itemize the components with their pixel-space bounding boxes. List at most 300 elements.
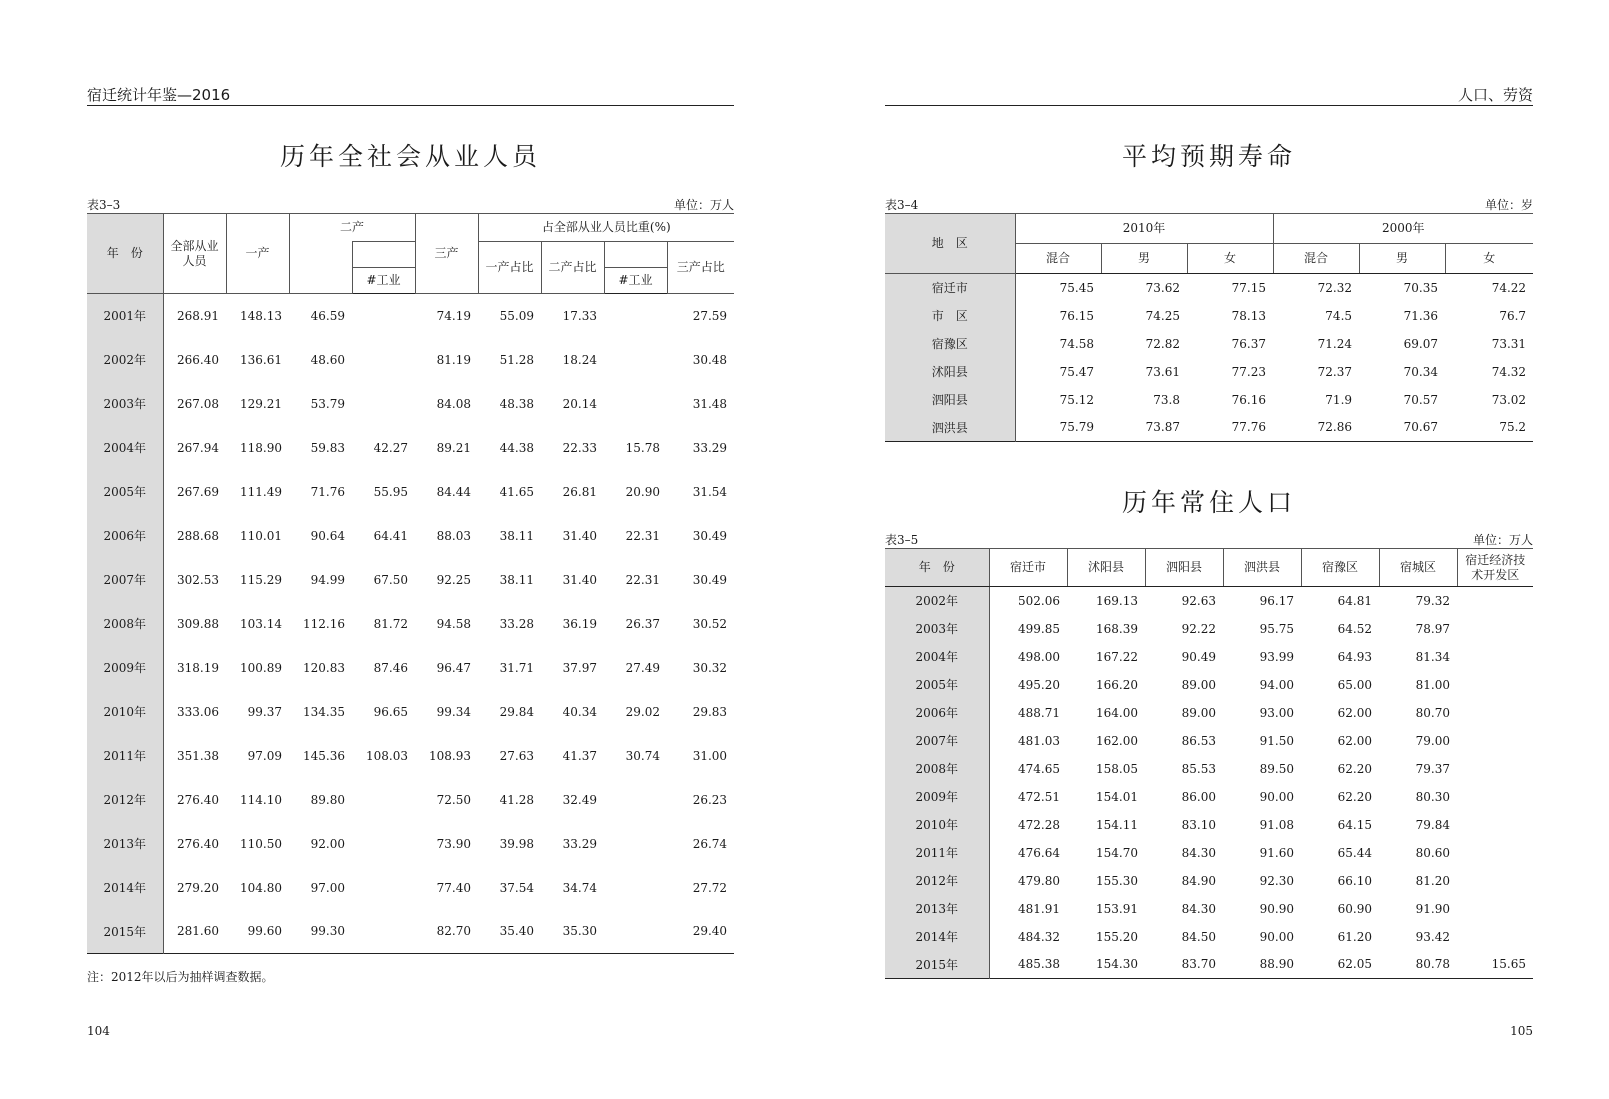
table-cell [604, 822, 667, 866]
table-cell: 84.08 [436, 396, 472, 411]
table-cell: 79.32 [1415, 593, 1450, 608]
table-cell: 75.47 [1059, 364, 1094, 379]
row-label: 2004年 [885, 643, 989, 671]
header-sub: 混合 [1273, 244, 1359, 274]
table-cell: 74.32 [1491, 364, 1527, 379]
table-cell: 90.00 [1259, 789, 1294, 804]
table-cell: 110.50 [240, 836, 282, 851]
table-cell: 79.00 [1415, 733, 1450, 748]
row-label: 2002年 [885, 587, 989, 615]
header-col: 宿迁市 [989, 549, 1067, 587]
table-cell [1457, 699, 1533, 727]
table-cell [1457, 671, 1533, 699]
table-cell: 79.37 [1415, 761, 1450, 776]
table-cell: 73.87 [1145, 420, 1180, 435]
table-cell: 65.00 [1337, 677, 1372, 692]
table-row [87, 778, 734, 822]
employment-table-meta [87, 196, 734, 212]
table-cell: 69.07 [1403, 336, 1439, 351]
table-cell: 80.30 [1415, 789, 1450, 804]
table-cell: 31.00 [692, 748, 728, 763]
table-row [87, 734, 734, 778]
population-table-title: 历年常住人口 [1121, 488, 1296, 517]
table-cell: 472.28 [1018, 817, 1060, 832]
table-cell: 136.61 [240, 352, 282, 367]
table-cell: 90.64 [310, 528, 345, 543]
header-industry: #工业 [352, 268, 415, 294]
table-cell: 70.35 [1403, 280, 1439, 295]
table-row [885, 699, 1533, 727]
row-label: 市 区 [885, 302, 1015, 330]
table-cell: 82.70 [436, 924, 472, 939]
table-cell: 30.49 [692, 528, 728, 543]
table-row [87, 514, 734, 558]
table-cell: 48.38 [499, 396, 535, 411]
table-cell: 30.52 [692, 616, 728, 631]
table-cell: 99.30 [310, 924, 345, 939]
row-label: 2012年 [87, 778, 163, 822]
table-cell: 92.63 [1181, 593, 1216, 608]
row-label: 宿豫区 [885, 330, 1015, 358]
table-cell [352, 910, 415, 954]
table-cell: 288.68 [177, 528, 219, 543]
table-cell [604, 338, 667, 382]
table-cell: 77.76 [1231, 420, 1267, 435]
table-cell: 86.00 [1181, 789, 1216, 804]
table-cell [352, 294, 415, 338]
table-row [885, 811, 1533, 839]
row-label: 2005年 [885, 671, 989, 699]
header-year-2010: 2010年 [1015, 214, 1273, 244]
table-cell: 62.00 [1337, 705, 1372, 720]
table-cell: 30.48 [692, 352, 728, 367]
table-cell: 166.20 [1096, 677, 1138, 692]
table-cell: 41.37 [562, 748, 598, 763]
table-row [87, 558, 734, 602]
table-cell: 279.20 [177, 880, 219, 895]
table-row [885, 358, 1533, 386]
table-cell: 154.30 [1096, 957, 1138, 972]
table-cell: 74.22 [1491, 280, 1527, 295]
row-label: 2008年 [87, 602, 163, 646]
table-cell: 71.36 [1403, 308, 1439, 323]
table-cell: 86.53 [1181, 733, 1216, 748]
table-cell: 110.01 [240, 528, 282, 543]
table-cell: 499.85 [1018, 621, 1060, 636]
table-cell: 35.40 [499, 924, 535, 939]
table-cell: 476.64 [1018, 845, 1060, 860]
header-secondary-share: 二产占比 [541, 242, 604, 294]
table-cell: 112.16 [303, 616, 345, 631]
table-cell [352, 338, 415, 382]
table-cell: 80.78 [1415, 957, 1450, 972]
table-row [87, 294, 734, 338]
header-col: 宿豫区 [1301, 549, 1379, 587]
table-cell: 33.29 [692, 440, 728, 455]
table-cell: 333.06 [177, 704, 219, 719]
table-cell: 92.25 [436, 572, 472, 587]
table-cell: 33.28 [499, 616, 535, 631]
table-cell: 481.03 [1018, 733, 1060, 748]
table-cell: 59.83 [310, 440, 345, 455]
table-cell: 92.00 [310, 836, 345, 851]
table-cell: 77.15 [1231, 280, 1267, 295]
table-cell: 74.58 [1059, 336, 1094, 351]
row-label: 2012年 [885, 867, 989, 895]
table-cell: 64.15 [1337, 817, 1372, 832]
table-cell: 99.34 [436, 704, 472, 719]
table-cell: 94.99 [310, 572, 345, 587]
table-cell: 97.09 [247, 748, 282, 763]
table-cell: 99.37 [247, 704, 282, 719]
table-cell: 162.00 [1096, 733, 1138, 748]
table-cell: 20.90 [625, 484, 661, 499]
life-table-number: 表3–4 [885, 198, 919, 212]
table-row [885, 414, 1533, 442]
table-cell: 73.90 [436, 836, 472, 851]
table-row [885, 330, 1533, 358]
table-cell: 73.62 [1145, 280, 1180, 295]
table-cell: 74.5 [1325, 308, 1353, 323]
table-cell [1457, 727, 1533, 755]
row-label: 2003年 [87, 382, 163, 426]
table-cell: 74.25 [1145, 308, 1180, 323]
table-cell [604, 382, 667, 426]
table-cell: 88.03 [436, 528, 472, 543]
table-cell: 474.65 [1018, 761, 1060, 776]
table-cell: 22.31 [625, 572, 661, 587]
running-head-left: 宿迁统计年鉴—2016 [87, 84, 734, 106]
table-cell: 155.30 [1096, 873, 1138, 888]
table-cell: 281.60 [177, 924, 219, 939]
table-cell [1457, 587, 1533, 615]
table-cell: 71.24 [1317, 336, 1353, 351]
table-cell: 75.45 [1059, 280, 1094, 295]
header-industry-share-top [604, 242, 667, 268]
table-cell: 91.60 [1259, 845, 1294, 860]
table-cell: 153.91 [1096, 901, 1138, 916]
table-cell: 145.36 [303, 748, 345, 763]
table-cell: 154.70 [1096, 845, 1138, 860]
table-cell: 81.34 [1415, 649, 1450, 664]
header-tertiary-share: 三产占比 [667, 242, 734, 294]
population-table-number: 表3–5 [885, 533, 919, 547]
employment-table-unit: 单位：万人 [673, 198, 734, 212]
header-col: 宿迁经济技术开发区 [1457, 549, 1533, 587]
table-cell: 96.17 [1259, 593, 1294, 608]
row-label: 2002年 [87, 338, 163, 382]
left-page [0, 0, 800, 1099]
table-cell: 167.22 [1096, 649, 1138, 664]
table-cell: 96.65 [373, 704, 409, 719]
table-cell: 89.50 [1259, 761, 1294, 776]
table-row [885, 755, 1533, 783]
table-cell: 309.88 [177, 616, 219, 631]
table-cell: 81.72 [373, 616, 409, 631]
table-cell: 26.37 [625, 616, 661, 631]
table-cell: 488.71 [1018, 705, 1060, 720]
header-share-group: 占全部从业人员比重(%) [478, 214, 734, 242]
table-cell [1457, 783, 1533, 811]
table-cell: 104.80 [240, 880, 282, 895]
row-label: 2001年 [87, 294, 163, 338]
table-cell: 100.89 [240, 660, 282, 675]
row-label: 2013年 [885, 895, 989, 923]
table-cell: 93.00 [1259, 705, 1294, 720]
table-cell: 92.30 [1259, 873, 1294, 888]
table-cell: 27.63 [499, 748, 535, 763]
table-cell: 17.33 [562, 308, 598, 323]
table-cell [604, 910, 667, 954]
table-cell: 76.37 [1231, 336, 1267, 351]
table-cell: 30.32 [692, 660, 728, 675]
header-industry-top [352, 242, 415, 268]
table-cell: 30.74 [625, 748, 661, 763]
table-cell: 351.38 [177, 748, 219, 763]
table-cell: 62.00 [1337, 733, 1372, 748]
table-cell: 129.21 [240, 396, 282, 411]
table-cell: 75.79 [1059, 420, 1094, 435]
table-cell: 31.48 [692, 396, 728, 411]
table-cell: 72.32 [1317, 280, 1353, 295]
table-cell: 15.65 [1491, 957, 1526, 972]
table-cell: 76.16 [1231, 392, 1267, 407]
table-cell [1457, 755, 1533, 783]
table-cell: 41.28 [499, 792, 535, 807]
row-label: 2013年 [87, 822, 163, 866]
row-label: 泗阳县 [885, 386, 1015, 414]
page-number-right: 105 [1510, 1024, 1533, 1038]
row-label: 2015年 [885, 951, 989, 979]
table-row [885, 302, 1533, 330]
life-table-title: 平均预期寿命 [1121, 142, 1296, 171]
row-label: 泗洪县 [885, 414, 1015, 442]
row-label: 2007年 [885, 727, 989, 755]
table-cell [352, 382, 415, 426]
table-cell: 64.81 [1337, 593, 1372, 608]
table-cell: 35.30 [562, 924, 598, 939]
table-cell: 498.00 [1018, 649, 1060, 664]
row-label: 2003年 [885, 615, 989, 643]
table-cell: 48.60 [310, 352, 345, 367]
table-row [87, 602, 734, 646]
table-cell: 111.49 [240, 484, 282, 499]
table-cell: 74.19 [436, 308, 472, 323]
table-cell: 91.50 [1259, 733, 1294, 748]
row-label: 2009年 [87, 646, 163, 690]
table-row [885, 386, 1533, 414]
table-cell: 73.31 [1491, 336, 1527, 351]
table-cell [352, 866, 415, 910]
table-cell: 155.20 [1096, 929, 1138, 944]
header-region: 地 区 [885, 214, 1015, 274]
table-cell: 64.93 [1337, 649, 1372, 664]
table-cell: 97.00 [310, 880, 345, 895]
table-cell: 29.02 [625, 704, 661, 719]
row-label: 2007年 [87, 558, 163, 602]
table-cell: 268.91 [177, 308, 219, 323]
table-cell: 71.9 [1325, 392, 1353, 407]
table-cell: 33.29 [562, 836, 598, 851]
table-cell: 78.97 [1415, 621, 1450, 636]
table-cell: 66.10 [1337, 873, 1372, 888]
table-cell: 84.50 [1181, 929, 1216, 944]
table-row [885, 783, 1533, 811]
table-cell: 30.49 [692, 572, 728, 587]
row-label: 2004年 [87, 426, 163, 470]
table-cell: 93.99 [1259, 649, 1294, 664]
table-cell: 93.42 [1415, 929, 1450, 944]
table-cell: 88.90 [1259, 957, 1294, 972]
row-label: 2011年 [87, 734, 163, 778]
table-cell: 72.37 [1317, 364, 1353, 379]
table-row [87, 338, 734, 382]
table-cell: 22.31 [625, 528, 661, 543]
table-row [885, 867, 1533, 895]
table-cell: 169.13 [1096, 593, 1138, 608]
table-cell: 114.10 [240, 792, 282, 807]
header-year: 年 份 [87, 214, 163, 294]
running-head-right: 人口、劳资 [885, 84, 1533, 106]
table-cell: 64.52 [1337, 621, 1372, 636]
row-label: 2010年 [87, 690, 163, 734]
table-cell: 55.09 [499, 308, 535, 323]
table-cell [1457, 895, 1533, 923]
table-cell: 90.00 [1259, 929, 1294, 944]
table-cell: 479.80 [1018, 873, 1060, 888]
table-cell [604, 866, 667, 910]
table-cell: 77.23 [1231, 364, 1267, 379]
table-cell: 108.03 [366, 748, 409, 763]
table-cell: 37.97 [562, 660, 598, 675]
table-cell: 154.11 [1096, 817, 1138, 832]
header-secondary: 二产 [289, 214, 415, 242]
table-cell: 73.8 [1153, 392, 1180, 407]
table-cell: 76.7 [1499, 308, 1527, 323]
table-row [885, 895, 1533, 923]
table-cell: 85.53 [1181, 761, 1216, 776]
table-cell: 267.69 [177, 484, 219, 499]
table-cell: 61.20 [1337, 929, 1372, 944]
table-cell: 31.40 [562, 528, 598, 543]
table-cell: 108.93 [429, 748, 472, 763]
header-year-2000: 2000年 [1273, 214, 1533, 244]
table-cell: 36.19 [562, 616, 598, 631]
table-cell: 81.20 [1415, 873, 1450, 888]
table-cell: 27.49 [625, 660, 661, 675]
table-cell: 89.00 [1181, 705, 1216, 720]
table-cell: 81.00 [1415, 677, 1450, 692]
table-cell [1457, 867, 1533, 895]
table-cell: 32.49 [562, 792, 598, 807]
table-cell: 71.76 [310, 484, 345, 499]
table-row [885, 951, 1533, 979]
table-cell: 89.21 [436, 440, 472, 455]
row-label: 2005年 [87, 470, 163, 514]
table-cell: 76.15 [1059, 308, 1094, 323]
table-cell: 73.02 [1491, 392, 1527, 407]
table-cell: 83.10 [1181, 817, 1216, 832]
table-cell: 302.53 [177, 572, 219, 587]
table-cell [1457, 839, 1533, 867]
table-cell: 80.70 [1415, 705, 1450, 720]
table-cell: 472.51 [1018, 789, 1060, 804]
life-table-meta [885, 196, 1533, 212]
table-cell: 75.2 [1499, 420, 1527, 435]
table-cell: 38.11 [499, 572, 535, 587]
table-cell: 41.65 [499, 484, 535, 499]
table-cell [1457, 923, 1533, 951]
header-col: 泗洪县 [1223, 549, 1301, 587]
row-label: 2006年 [885, 699, 989, 727]
table-cell: 84.30 [1181, 845, 1216, 860]
life-expectancy-table [885, 213, 1533, 442]
table-row [885, 615, 1533, 643]
table-cell: 92.22 [1181, 621, 1216, 636]
table-cell: 40.34 [562, 704, 598, 719]
table-cell: 84.90 [1181, 873, 1216, 888]
table-cell: 75.12 [1059, 392, 1094, 407]
row-label: 2014年 [87, 866, 163, 910]
table-cell: 276.40 [177, 836, 219, 851]
table-cell: 115.29 [240, 572, 282, 587]
table-cell: 38.11 [499, 528, 535, 543]
table-cell: 103.14 [240, 616, 282, 631]
table-cell [1457, 643, 1533, 671]
header-sub: 混合 [1015, 244, 1101, 274]
table-cell: 276.40 [177, 792, 219, 807]
table-cell: 72.82 [1145, 336, 1180, 351]
page-number-left: 104 [87, 1024, 110, 1038]
header-industry-share: #工业 [604, 268, 667, 294]
table-cell: 95.75 [1259, 621, 1294, 636]
table-cell: 60.90 [1337, 901, 1372, 916]
table-cell: 118.90 [240, 440, 282, 455]
table-cell: 87.46 [373, 660, 409, 675]
table-cell: 29.84 [499, 704, 535, 719]
table-cell: 70.34 [1403, 364, 1439, 379]
table-cell: 70.67 [1403, 420, 1439, 435]
table-cell: 168.39 [1096, 621, 1138, 636]
table-row [87, 382, 734, 426]
table-row [885, 923, 1533, 951]
table-row [885, 727, 1533, 755]
table-cell: 154.01 [1096, 789, 1138, 804]
table-row [885, 643, 1533, 671]
table-cell: 44.38 [499, 440, 535, 455]
row-label: 2006年 [87, 514, 163, 558]
header-col: 年 份 [885, 549, 989, 587]
table-cell: 22.33 [562, 440, 598, 455]
table-cell: 51.28 [499, 352, 535, 367]
table-cell: 481.91 [1018, 901, 1060, 916]
table-cell: 90.90 [1259, 901, 1294, 916]
header-sub: 女 [1445, 244, 1533, 274]
row-label: 2015年 [87, 910, 163, 954]
header-col: 沭阳县 [1067, 549, 1145, 587]
table-row [885, 274, 1533, 302]
employment-table [87, 213, 734, 954]
table-cell: 55.95 [373, 484, 409, 499]
table-cell [604, 778, 667, 822]
table-cell: 31.40 [562, 572, 598, 587]
table-cell: 31.71 [499, 660, 535, 675]
header-total: 全部从业人员 [163, 214, 226, 294]
table-cell: 80.60 [1415, 845, 1450, 860]
table-cell: 484.32 [1018, 929, 1060, 944]
population-table-unit: 单位：万人 [1472, 533, 1533, 547]
table-cell: 34.74 [562, 880, 598, 895]
